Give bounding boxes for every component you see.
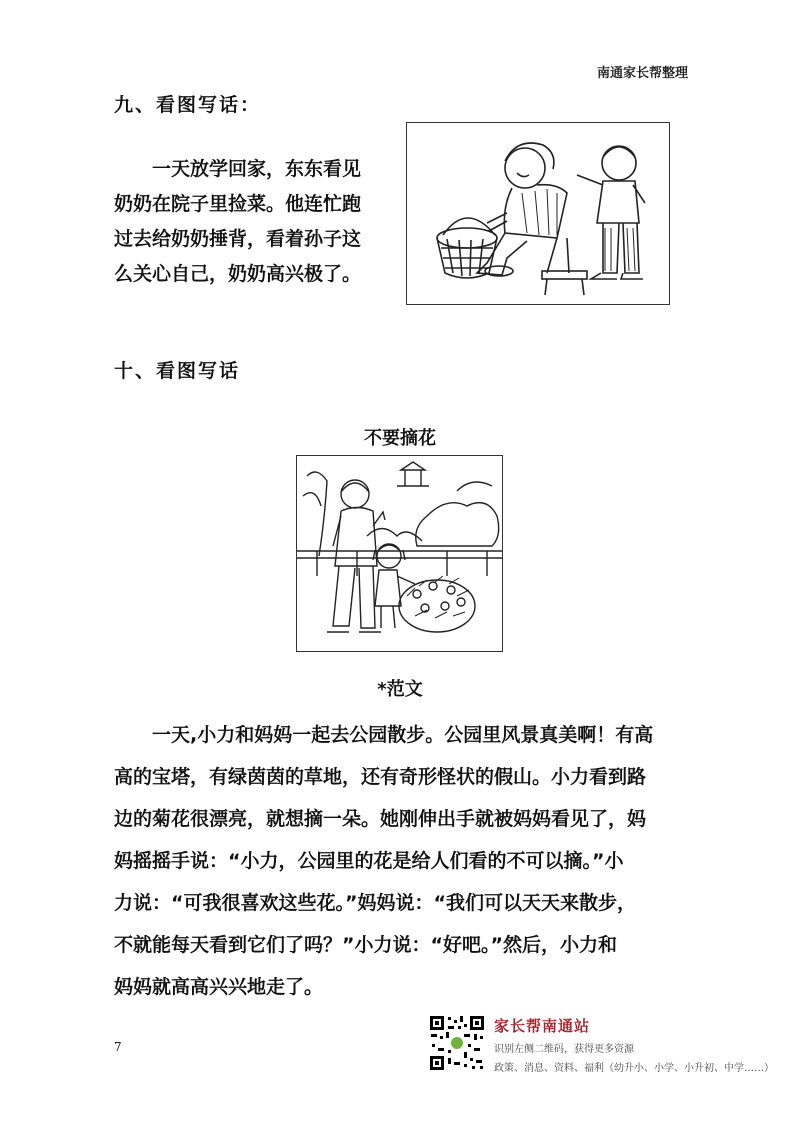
page-number: 7 <box>114 1040 122 1054</box>
section-9-text <box>114 152 389 292</box>
text-line: 奶奶在院子里捡菜。他连忙跑 <box>114 193 362 215</box>
essay-line: 边的菊花很漂亮，就想摘一朵。她刚伸出手就被妈妈看见了，妈 <box>114 808 647 830</box>
essay-line: 力说：“可我很喜欢这些花。”妈妈说：“我们可以天天来散步， <box>114 892 636 914</box>
section-9-title: 九、看图写话： <box>114 94 262 116</box>
sample-essay-label: *范文 <box>377 679 423 700</box>
text-line: 么关心自己，奶奶高兴极了。 <box>114 263 362 285</box>
essay-line: 妈摇摇手说：“小力，公园里的花是给人们看的不可以摘。”小 <box>114 850 624 872</box>
essay-line: 不就能每天看到它们了吗？”小力说：“好吧。”然后，小力和 <box>114 934 617 956</box>
essay-line: 高的宝塔，有绿茵茵的草地，还有奇形怪状的假山。小力看到路 <box>114 766 647 788</box>
brand-description: 政策、消息、资料、福利（幼升小、小学、小升初、中学……） <box>494 1063 774 1074</box>
section-10-title: 十、看图写话 <box>114 360 241 382</box>
grandma-illustration <box>407 123 669 304</box>
brand-tagline: 识别左侧二维码，获得更多资源 <box>494 1044 634 1055</box>
page-header: 南通家长帮整理 <box>596 66 688 81</box>
park-illustration <box>297 456 502 651</box>
grandma-picture <box>406 122 670 305</box>
brand-name: 家长帮南通站 <box>494 1017 591 1035</box>
sample-essay <box>114 714 684 1008</box>
text-line: 一天放学回家，东东看见 <box>152 158 362 180</box>
picture-title: 不要摘花 <box>364 428 436 449</box>
flower-picture <box>296 455 503 652</box>
qr-code-icon <box>428 1014 486 1072</box>
text-line: 过去给奶奶捶背，看着孙子这 <box>114 228 362 250</box>
essay-line: 妈妈就高高兴兴地走了。 <box>114 976 324 998</box>
essay-line: 一天,小力和妈妈一起去公园散步。公园里风景真美啊！有高 <box>152 724 654 746</box>
